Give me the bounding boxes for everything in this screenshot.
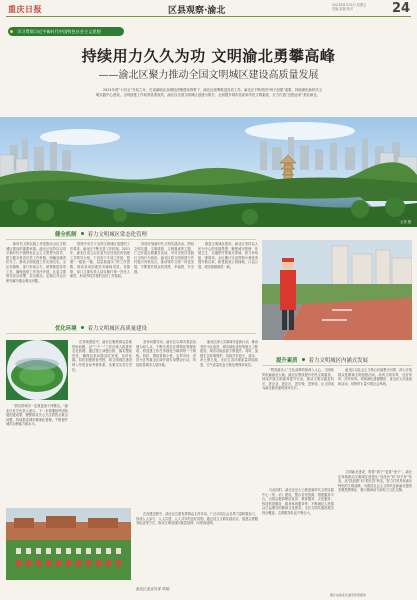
stadium-illustration (6, 340, 68, 400)
sports-meet-illustration (6, 508, 131, 580)
separator-dot-icon (302, 358, 305, 361)
masthead-rule (6, 16, 411, 17)
city-panorama-illustration (0, 117, 417, 227)
article-column: 在创建过程中，渝北区注重发挥群众主体作用，广泛动员社会各界力量积极参与，形成人人参与、人人共建、人人共享的良好氛围。通过设立文明实践站点、组建志愿服务队伍等方式，推动文明创建向基层延伸、向家庭延伸。 (136, 512, 258, 526)
section-header-2 (55, 323, 225, 332)
issue-meta (332, 3, 390, 12)
section-tag: 优化环境 (55, 325, 77, 332)
newspaper-logo: 重庆日报 (8, 4, 42, 14)
section-title: 区县观察·渝北 (168, 6, 226, 16)
section-title-text: 着力文明城区内涵式发展 (308, 357, 368, 364)
section-tag: 提升素质 (276, 357, 298, 364)
article-column: 推进文明城区建设，渝北区坚持以人民为中心的发展思想，聚焦城市管理、环境卫生、交通秩序等重点领域，着力补短板、强弱项。全区累计完成背街小巷改造提升数百条，新建改造公园绿地、口袋公园，城市面貌焕然一新。 (198, 242, 258, 269)
article-column: 与此同时，渝北区还大力推进新时代文明实践中心（所、站）建设，整合各类资源，搭建服务平台，为群众提供理论宣讲、教育服务、文化服务、科技科普服务、健身体育服务等，不断满足人民群众日益增长的精神文化需求。全区文明实践阵地实现全覆盖，志愿服务队伍不断壮大。 (262, 488, 334, 515)
sports-meet-photo (6, 508, 131, 580)
article-column: 在持续推进中，渝北区聚焦群众急难愁盼问题，以“三个一”工作法深入推进常态化管理。通过建立问题台账、落实整改责任，确保各类问题及时发现、及时处置。同时加强督查考核，将文明城区建设纳入年度目标考核体系，压紧压实各方责任。 (72, 340, 132, 372)
theme-banner: 学习贯彻习近平新时代中国特色社会主义思想 (8, 27, 124, 36)
stadium-photo (6, 340, 68, 400)
article-column: 持续开展新时代文明实践活动，围绕文明交通、文明旅游、文明餐桌等主题，广泛开展志愿服务活动，引导市民自觉践行文明行为规范。渝北区将文明创建与乡村振兴有机结合，推动城乡文明一体化发展，不断提升群众获得感、幸福感、安全感。 (134, 242, 194, 274)
footer-credit-left: 渝北区委宣传部 供稿 (136, 587, 170, 591)
volunteer-street-illustration (262, 240, 412, 340)
article-column: 渝北区深入实施城市更新行动，推动老旧小区改造、城市绿化美化等重点工程建设，城市功能品质不断提升。同时，加强生态环境保护，持续打好蓝天、碧水、净土保卫战，全区生态环境质量持续改善，空气质量优良天数比例保持高位。 (200, 340, 258, 367)
article-column: 坚持问题导向，渝北区以城市基层治理为切入点，不断完善社区网格化管理体系，将创建工作任务细化分解到每一个网格。同时，围绕背街小巷、农贸市场、老旧小区等重点区域开展专项整治行动，持续改善城市人居环境。 (136, 340, 196, 367)
volunteer-street-photo (262, 240, 412, 340)
separator-dot-icon (81, 232, 84, 235)
section-header-1 (55, 229, 225, 238)
page-number: 24 (392, 1, 411, 16)
separator-dot-icon (81, 326, 84, 329)
section-tag: 健全机制 (55, 231, 77, 238)
section-rule (262, 365, 412, 366)
lead-paragraph: 2021年度“十四五”开局之年，在成渝地区双城经济圈建设背景下，渝北区统筹推进各项工作。渝北区不断巩固“两个创建”成果，持续深化新时代文明实践中心建设，文明创建工作取得显著成效。渝北以全国文明城区创建为抓手，全面提升城市品质和市民文明素质，全力打造“近悦远来”美好渝北。 (96, 88, 323, 97)
footer-credit-right: 图片由渝北区委宣传部提供 (330, 593, 367, 597)
section-title-text: 着力文明城区高质量建设 (87, 325, 147, 332)
article-column: “赞赏渝北人”文化品牌持续深入人心，文明新风吹遍渝北大地。渝北区围绕提升市民文明素质，持续开展文明素养提升行动，推动文明实践进机关、进企业、进社区、进学校、进家庭，让文明成为渝北最亮丽的城市名片。 (262, 368, 334, 391)
article-column: 按照中央关于全国文明城区创建的工作要求，渝北区不断完善工作机制。2021年，渝北区成立由区委书记任组长的创建工作领导小组，下设若干专项工作组，按照“一级抓一级、层层抓落实”的工作思路，推动各项创建任务落地见效。各镇街、部门主要负责人切实履行第一责任人职责，形成齐抓共管的良好工作格局。 (70, 242, 130, 279)
issue-editors: 责编 组版 校对 (332, 7, 354, 12)
article-column: 新时代文明实践工作是推动全区文明城区建设的重要举措。渝北区坚持以习近平新时代中国特色社会主义思想为指导，建立健全常态长效工作机制，明确各级责任分工，推动文明创建工作走深走实。全区各镇街、部门形成合力，统筹推进各项工作，确保创建工作有序开展。区委主要领导亲自部署、亲自推动，定期召开会议研究解决重点难点问题。 (6, 242, 66, 283)
section-title-text: 着力文明城区常态化管理 (87, 231, 147, 238)
section-rule (6, 239, 256, 240)
issue-date: 2023年8月25日 星期五 (332, 3, 367, 7)
city-panorama-photo (0, 117, 417, 227)
article-column: 文明渝北建设，既要“面子”更要“里子”。渝北区持续推动文明城区创建从“有没有”向“好不好”转变，从“抓创建”向“抓长效”转变，努力打造具有渝北特色的文明品牌，为建设社会主义现代化新渝北提供坚强思想保证、强大精神动力和有力文化支撑。 (338, 470, 412, 493)
article-column: “我们的城市一定要更加干净整洁。”渝北区有关负责人表示，下一步将继续巩固拓展创建成果，聚焦群众关心关注的热点难点问题，持续推进城市精细化管理，不断提升城市治理能力和水平。 (6, 404, 68, 427)
photo-credit: 记者 摄 (400, 220, 411, 224)
section-header-3 (276, 355, 416, 364)
section-rule (6, 333, 256, 334)
sub-headline: ——渝北区聚力推动全国文明城区建设高质量发展 (98, 70, 319, 81)
banner-bullet-icon (10, 30, 13, 33)
article-column: 渝北区以社会主义核心价值观为引领，深入开展群众性精神文明创建活动，培育文明乡风、良好家风、淳朴民风。持续深化道德模范、身边好人评选表彰活动，用榜样力量引领社会风尚。 (338, 368, 412, 386)
main-headline: 持续用力久久为功 文明渝北勇攀高峰 (81, 47, 336, 65)
